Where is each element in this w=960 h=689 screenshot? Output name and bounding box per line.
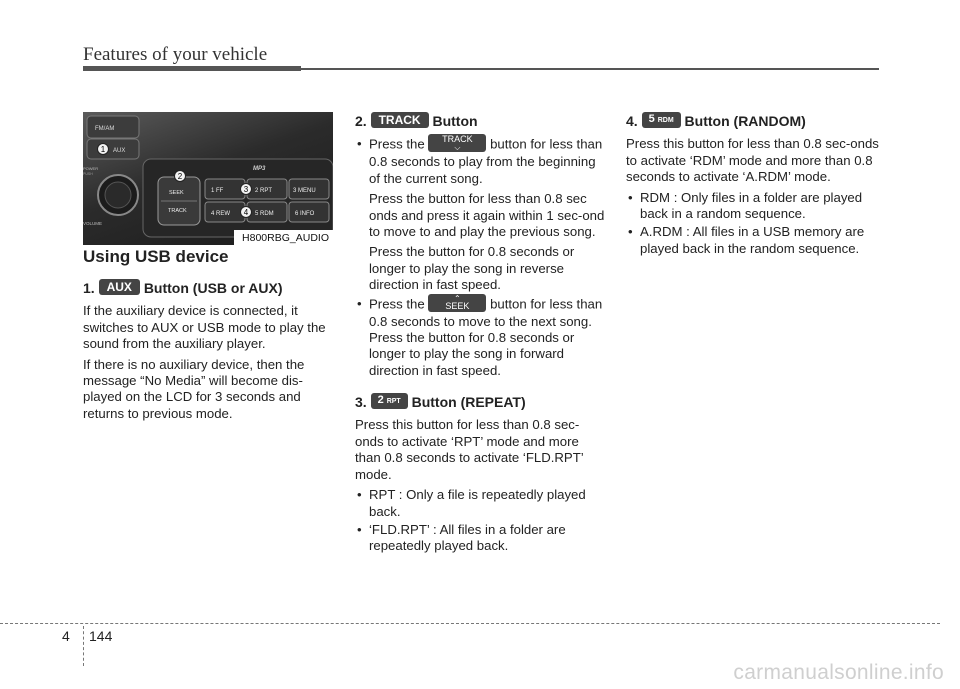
aux-heading-number: 1. xyxy=(83,280,95,296)
random-heading-text: Button (RANDOM) xyxy=(684,113,806,129)
seek-down-label: SEEK xyxy=(445,300,470,311)
push-label: PUSH xyxy=(83,172,93,176)
track-heading-number: 2. xyxy=(355,113,367,129)
track-bullet-1 xyxy=(369,136,605,187)
column-3 xyxy=(626,112,880,259)
callout-4: 4 xyxy=(243,208,249,217)
preset-1-label: 1 FF xyxy=(211,188,224,194)
list-item: • RPT : Only a file is repeatedly played back. xyxy=(355,487,605,520)
list-item: • ‘FLD.RPT’ : All files in a folder are repeatedly played back. xyxy=(355,522,605,555)
list-item: • RDM : Only files in a folder are played back in a random sequence. xyxy=(626,190,880,223)
rdm-pill-sub: RDM xyxy=(657,117,674,125)
fm-am-label: FM/AM xyxy=(95,126,115,132)
track-up-button-icon xyxy=(428,134,486,152)
random-heading-number: 4. xyxy=(626,113,638,129)
rpt-button-icon xyxy=(371,393,408,409)
seek-down-button-icon xyxy=(428,294,486,312)
rdm-pill-number: 5 xyxy=(648,113,655,126)
header-rule xyxy=(301,68,879,70)
preset-5-label: 5 RDM xyxy=(255,211,274,217)
seek-bullet-post: button for less than 0.8 seconds to move to the next song. Press the button for 0.8 seconds or longer to play the song in forward direction in fast speed. xyxy=(369,296,603,378)
rpt-pill-sub: RPT xyxy=(386,398,401,406)
aux-label: AUX xyxy=(113,148,126,154)
aux-button-icon: AUX xyxy=(99,279,140,295)
header-bar xyxy=(83,66,301,71)
repeat-heading-number: 3. xyxy=(355,394,367,411)
repeat-heading-text: Button (REPEAT) xyxy=(411,394,526,411)
track-bullets xyxy=(355,136,605,379)
footer-divider xyxy=(83,626,84,666)
chapter-number: 4 xyxy=(62,628,70,644)
list-item xyxy=(355,293,605,380)
list-item: • A.RDM : All files in a USB memory are played back in the random sequence. xyxy=(626,224,880,257)
preset-4-label: 4 REW xyxy=(211,211,231,217)
chevron-down-icon: ⌵ xyxy=(454,143,461,153)
preset-6-label: 6 INFO xyxy=(295,211,315,217)
seek-label: SEEK xyxy=(169,190,184,196)
rdm-button-icon xyxy=(642,112,681,128)
section-heading: Using USB device xyxy=(83,247,229,266)
track-bullet-1-post: button for less than 0.8 seconds to play from the beginning of the current song. xyxy=(369,136,603,186)
list-item xyxy=(355,136,605,293)
aux-paragraph-2: If there is no auxiliary device, then the message “No Media” will become dis-played on the LCD for 3 seconds and returns to previous mode. xyxy=(83,356,305,421)
preset-3-label: 3 MENU xyxy=(293,188,316,194)
repeat-button-heading xyxy=(355,393,605,411)
preset-2-label: 2 RPT xyxy=(255,188,273,194)
repeat-bullets xyxy=(355,487,605,555)
chevron-up-icon: ⌃ xyxy=(454,293,461,303)
track-bullet-1-para-2: Press the button for less than 0.8 sec onds and press it again within 1 sec-ond to move to and play the previous song. xyxy=(369,191,605,239)
footer-rule xyxy=(0,623,940,624)
callout-1: 1 xyxy=(100,145,106,154)
track-bullet-1-pre: Press the xyxy=(369,136,425,152)
rpt-pill-number: 2 xyxy=(377,394,384,407)
track-heading-text: Button xyxy=(432,113,478,129)
callout-2: 2 xyxy=(177,172,183,181)
seek-bullet-pre: Press the xyxy=(369,296,425,312)
page-header-title: Features of your vehicle xyxy=(83,44,268,65)
random-button-heading xyxy=(626,112,880,130)
volume-knob-center xyxy=(105,182,131,208)
track-button-icon: TRACK xyxy=(371,112,429,128)
watermark: carmanualsonline.info xyxy=(733,661,944,684)
track-label: TRACK xyxy=(168,208,187,214)
column-1 xyxy=(83,247,336,426)
track-bullet-1-para-3: Press the button for 0.8 seconds or longer to play the song in reverse direction in fast speed. xyxy=(369,244,575,293)
aux-button-heading xyxy=(83,279,336,297)
aux-heading-text: Button (USB or AUX) xyxy=(143,280,283,296)
mp3-logo: MP3 xyxy=(253,166,266,172)
audio-panel-illustration xyxy=(83,112,333,245)
column-2 xyxy=(355,112,605,557)
track-button-heading xyxy=(355,112,605,130)
volume-label: VOLUME xyxy=(83,221,103,226)
page-number: 144 xyxy=(89,628,113,644)
aux-paragraph-1: If the auxiliary device is connected, it switches to AUX or USB mode to play the sound from the auxiliary player. xyxy=(83,303,326,352)
figure-caption: H800RBG_AUDIO xyxy=(234,230,333,245)
random-paragraph: Press this button for less than 0.8 sec-onds to activate ‘RDM’ mode and more than 0.8 seconds to activate ‘A.RDM’ mode. xyxy=(626,136,879,185)
random-bullets xyxy=(626,190,880,258)
track-up-label: TRACK xyxy=(442,134,473,145)
callout-3: 3 xyxy=(243,185,249,194)
power-label: POWER xyxy=(83,166,99,171)
audio-panel-figure xyxy=(83,112,333,245)
repeat-paragraph: Press this button for less than 0.8 sec-onds to activate ‘RPT’ mode and more than 0.8 seconds to activate ‘FLD.RPT’ mode. xyxy=(355,417,584,482)
